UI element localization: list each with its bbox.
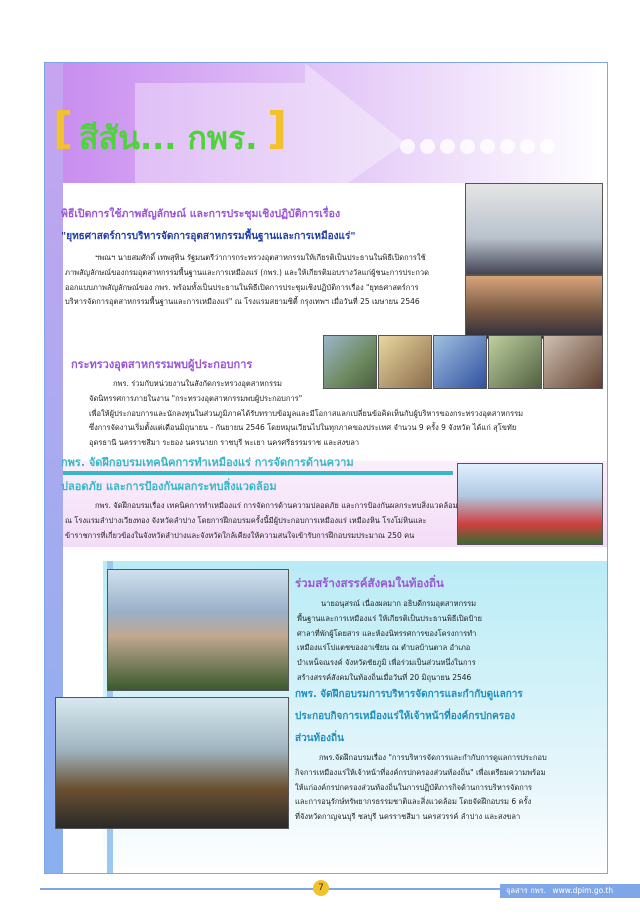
decorative-dots — [400, 139, 560, 158]
sec3-body — [65, 499, 460, 543]
sec1-line: ออกแบบภาพสัญลักษณ์ของ กพร. พร้อมทั้งเป็นประธานในพิธีเปิดการประชุมเชิงปฏิบัติการเรื่อง "ยุทธศาสตร์การ — [65, 282, 419, 292]
sec2-body — [65, 377, 595, 451]
footer-tag — [500, 884, 640, 898]
header-bracket-open: [ — [53, 103, 74, 154]
page-number — [313, 880, 329, 896]
sec3-line: ณ โรงแรมลำปางเวียงทอง จังหวัดลำปาง โดยการฝึกอบรมครั้งนี้มีผู้ประกอบการเหมืองแร่ เหมืองหิน โรงโม่หินและ — [65, 515, 427, 525]
sec5-line: กิจการเหมืองแร่ให้เจ้าหน้าที่องค์กรปกครองส่วนท้องถิ่น" เพื่อเตรียมความพร้อม — [295, 767, 546, 777]
sec4-line: บำเหน็จณรงค์ จังหวัดชัยภูมิ เพื่อร่วมเป็นส่วนหนึ่งในการ — [297, 658, 476, 668]
sec2-line: กพร. ร่วมกับหน่วยงานในสังกัดกระทรวงอุตสาหกรรม — [113, 379, 282, 388]
sec3-underline — [63, 471, 453, 475]
sec5-line: ที่จังหวัดกาญจนบุรี ชลบุรี นครราชสีมา นครสวรรค์ ลำปาง และสงขลา — [295, 812, 521, 822]
sec5-title-line1: กพร. จัดฝึกอบรมการบริหารจัดการและกำกับดูแลการ — [295, 689, 523, 700]
sec4-body — [297, 597, 597, 686]
sec3-title-line2: ปลอดภัย และการป้องกันผลกระทบสิ่งแวดล้อม — [61, 480, 277, 493]
sec4-line: นายอนุสรณ์ เนื่องผลมาก อธิบดีกรมอุตสาหกรรม — [321, 599, 477, 608]
sec5-line: กพร.จัดฝึกอบรมเรื่อง "การบริหารจัดการและกำกับการดูแลการประกอบ — [319, 753, 547, 762]
photo-ceremony-stage — [465, 183, 603, 275]
sec4-line: พื้นฐานและการเหมืองแร่ ให้เกียรติเป็นประธานพิธีเปิดป้าย — [297, 613, 482, 623]
sec4-line: สร้างสรรค์สังคมในท้องถิ่นเมื่อวันที่ 20 มิถุนายน 2546 — [297, 672, 472, 682]
sec2-title: กระทรวงอุตสาหกรรมพบผู้ประกอบการ — [71, 358, 253, 371]
sec4-title: ร่วมสร้างสรรค์สังคมในท้องถิ่น — [295, 576, 444, 590]
sec2-line: จัดนิทรรศการภายในงาน "กระทรวงอุตสาหกรรมพบผู้ประกอบการ" — [89, 393, 303, 403]
photo-award-group — [465, 275, 603, 339]
header-bracket-close: ] — [267, 103, 288, 154]
footer-journal: จุลสาร กพร. — [506, 886, 547, 895]
sec4-line: ศาลาที่พักผู้โดยสาร และห้องนิทรรศการของโครงการทำ — [297, 628, 477, 638]
photo-training-lampang — [457, 463, 603, 545]
sec1-body — [65, 251, 460, 310]
sec1-title-line2: "ยุทธศาสตร์การบริหารจัดการอุตสาหกรรมพื้นฐานและการเหมืองแร่" — [61, 231, 356, 242]
sec3-line: กพร. จัดฝึกอบรมเรื่อง เทคนิคการทำเหมืองแร่ การจัดการด้านความปลอดภัย และการป้องกันผลกระทบสิ่งแวดล้อม — [95, 501, 458, 510]
sec3-line: ข้าราชการที่เกี่ยวข้องในจังหวัดลำปางและจังหวัดใกล้เคียงให้ความสนใจเข้ารับการฝึกอบรมประมาณ 250 คน — [65, 530, 415, 540]
sec1-line: ฯพณฯ นายสมศักดิ์ เทพสุทิน รัฐมนตรีว่าการกระทรวงอุตสาหกรรมให้เกียรติเป็นประธานในพิธีเปิดการใช้ — [95, 253, 426, 262]
page-title: สีสัน... กพร. — [79, 119, 258, 157]
sec4-line: เหมืองแร่โปแตชของอาเซียน ณ ตำบลบ้านตาล อำเภอ — [297, 643, 471, 653]
sec5-line: ให้แก่องค์กรปกครองส่วนท้องถิ่นในการปฏิบัติภารกิจด้านการบริหารจัดการ — [295, 782, 533, 792]
sec5-body — [295, 751, 603, 825]
sec1-line: บริหารจัดการอุตสาหกรรมพื้นฐานและการเหมืองแร่" ณ โรงแรมสยามซิตี้ กรุงเทพฯ เมื่อวันที่ 25 เมษายน 2546 — [65, 297, 420, 307]
sec5-title-line2: ประกอบกิจการเหมืองแร่ให้เจ้าหน้าที่องค์กรปกครอง — [295, 711, 516, 722]
sec5-title-line3: ส่วนท้องถิ่น — [295, 733, 344, 744]
page-frame — [44, 62, 608, 874]
sec2-line: ซึ่งการจัดงานเริ่มตั้งแต่เดือนมิถุนายน - กันยายน 2546 โดยหมุนเวียนไปในทุกภาคของประเทศ จำนวน 9 ครั้ง 9 จังหวัด ได้แก่ สุโขทัย — [89, 423, 517, 433]
photo-ribbon-cutting — [107, 569, 289, 691]
sec2-line: เพื่อให้ผู้ประกอบการและนักลงทุนในส่วนภูมิภาคได้รับทราบข้อมูลและมีโอกาสแลกเปลี่ยนข้อคิดเห็นกับผู้บริหารของกระทรวงอุตสาหกรรม — [89, 408, 524, 418]
sec1-line: ภาพสัญลักษณ์ของกรมอุตสาหกรรมพื้นฐานและการเหมืองแร่ (กพร.) และให้เกียรติมอบรางวัลแก่ผู้ชนะการประกวด — [65, 267, 429, 277]
sec5-line: และการอนุรักษ์ทรัพยากรธรรมชาติและสิ่งแวดล้อม โดยจัดฝึกอบรม 6 ครั้ง — [295, 797, 532, 807]
sec3-title-line1: กพร. จัดฝึกอบรมเทคนิคการทำเหมืองแร่ การจัดการด้านความ — [61, 456, 354, 469]
page-number-text: 7 — [318, 883, 324, 893]
photo-local-officials — [55, 697, 289, 829]
sec1-title-line1: พิธีเปิดการใช้ภาพสัญลักษณ์ และการประชุมเชิงปฏิบัติการเรื่อง — [61, 208, 341, 220]
sec2-line: อุดรธานี นครราชสีมา ระยอง นครนายก ราชบุรี พะเยา นครศรีธรรมราช และสงขลา — [89, 438, 360, 448]
footer-url[interactable]: www.dpim.go.th — [552, 886, 614, 895]
